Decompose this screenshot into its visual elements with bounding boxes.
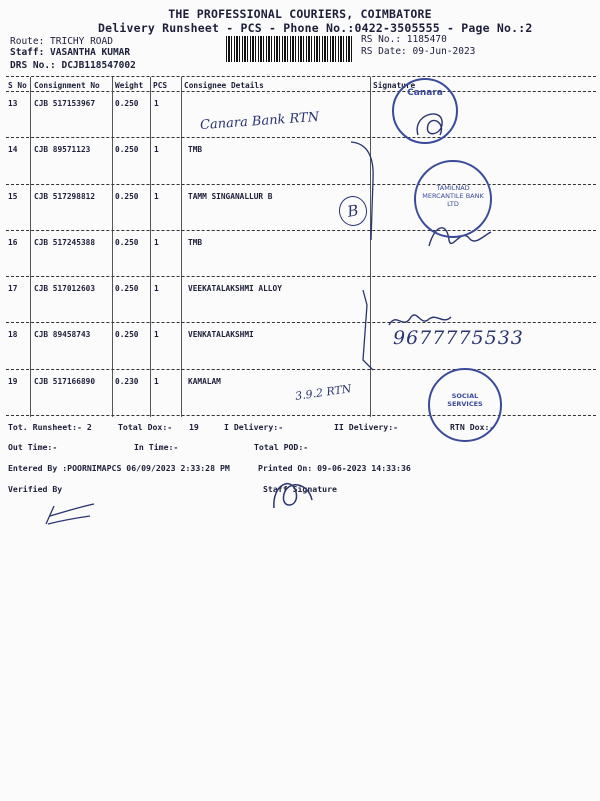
handwritten-phone: 9677775533: [393, 327, 524, 349]
row-pcs: 1: [154, 99, 159, 108]
i-delivery-label: I Delivery:-: [224, 422, 284, 432]
col-header-pcs: PCS: [153, 81, 168, 90]
runsheet-subtitle: Delivery Runsheet - PCS - Phone No.:0422-3505555 - Page No.:2: [98, 21, 533, 35]
row-separator: [6, 184, 596, 185]
row-consignment: CJB 517298812: [34, 192, 96, 201]
row-weight: 0.250: [115, 145, 139, 154]
bracket-marks: [345, 140, 385, 380]
row-weight: 0.250: [115, 192, 139, 201]
company-title: THE PROFESSIONAL COURIERS, COIMBATORE: [168, 7, 432, 21]
social-services-stamp: SOCIAL SERVICES: [428, 368, 502, 442]
row-separator: [6, 230, 596, 231]
col-header-weight: Weight: [115, 81, 144, 90]
row-sno: 13: [8, 99, 18, 108]
row-pcs: 1: [154, 377, 159, 386]
row-weight: 0.230: [115, 377, 139, 386]
rs-number: RS No.: 1185470: [361, 34, 447, 45]
row-consignment: CJB 517245388: [34, 238, 96, 247]
row-separator: [6, 276, 596, 277]
row-weight: 0.250: [115, 330, 139, 339]
staff-label: Staff: VASANTHA KUMAR: [10, 47, 131, 58]
row-separator: [6, 369, 596, 370]
handwritten-note-row13: Canara Bank RTN: [199, 109, 320, 134]
row-weight: 0.250: [115, 238, 139, 247]
row-pcs: 1: [154, 238, 159, 247]
entered-by: Entered By :POORNIMAPCS 06/09/2023 2:33:28 PM: [8, 463, 230, 473]
row-consignment: CJB 517153967: [34, 99, 96, 108]
row-consignee: TMB: [188, 238, 203, 247]
verified-by-signature: [40, 500, 100, 530]
out-time-label: Out Time:-: [8, 442, 58, 452]
row-consignee: KAMALAM: [188, 377, 221, 386]
drs-number: DRS No.: DCJB118547002: [10, 60, 136, 71]
row-sno: 19: [8, 377, 18, 386]
row-consignment: CJB 517166890: [34, 377, 96, 386]
canara-bank-stamp: Canara: [392, 78, 458, 144]
col-divider: [150, 77, 151, 417]
table-bottom-rule: [6, 415, 596, 416]
row-pcs: 1: [154, 145, 159, 154]
ii-delivery-label: II Delivery:-: [334, 422, 399, 432]
total-pod-label: Total POD:-: [254, 442, 309, 452]
row-consignment: CJB 89571123: [34, 145, 91, 154]
header-top-rule: [6, 76, 596, 77]
col-divider: [112, 77, 113, 417]
tmb-bank-stamp: TAMILNAD MERCANTILE BANK LTD: [414, 160, 492, 238]
row-consignee: VENKATALAKSHMI: [188, 330, 254, 339]
handwritten-note-row19: 3.9.2 RTN: [294, 382, 353, 403]
signature-row18: [385, 305, 455, 335]
col-divider: [30, 77, 31, 417]
col-header-signature: Signature: [373, 81, 416, 90]
rtn-dox-label: RTN Dox:-: [450, 422, 495, 432]
row-pcs: 1: [154, 192, 159, 201]
row-consignee: TMB: [188, 145, 203, 154]
row-sno: 14: [8, 145, 18, 154]
in-time-label: In Time:-: [134, 442, 179, 452]
col-header-consignee: Consignee Details: [184, 81, 264, 90]
row-weight: 0.250: [115, 284, 139, 293]
row-weight: 0.250: [115, 99, 139, 108]
row-sno: 18: [8, 330, 18, 339]
row-separator: [6, 322, 596, 323]
row-sno: 16: [8, 238, 18, 247]
total-dox-label: Total Dox:-: [118, 422, 173, 432]
total-runsheet: Tot. Runsheet:- 2: [8, 422, 92, 432]
total-dox-value: 19: [189, 422, 199, 432]
staff-signature-scribble: [268, 474, 318, 514]
printed-on: Printed On: 09-06-2023 14:33:36: [258, 463, 411, 473]
row-consignment: CJB 89458743: [34, 330, 91, 339]
staff-signature-label: Staff Signature: [263, 484, 337, 494]
row-sno: 15: [8, 192, 18, 201]
col-header-consignment: Consignment No: [34, 81, 100, 90]
circled-mark: B: [337, 194, 370, 228]
row-sno: 17: [8, 284, 18, 293]
row-consignee: VEEKATALAKSHMI ALLOY: [188, 284, 282, 293]
barcode-image: [226, 36, 354, 62]
row-consignee: TAMM SINGANALLUR B: [188, 192, 273, 201]
header-bottom-rule: [6, 91, 596, 92]
col-divider: [181, 77, 182, 417]
row-pcs: 1: [154, 284, 159, 293]
row-separator: [6, 137, 596, 138]
route-label: Route: TRICHY ROAD: [10, 36, 113, 47]
row-pcs: 1: [154, 330, 159, 339]
rs-date: RS Date: 09-Jun-2023: [361, 46, 476, 57]
row-consignment: CJB 517012603: [34, 284, 96, 293]
verified-by-label: Verified By: [8, 484, 63, 494]
col-header-sno: S No: [8, 81, 27, 90]
